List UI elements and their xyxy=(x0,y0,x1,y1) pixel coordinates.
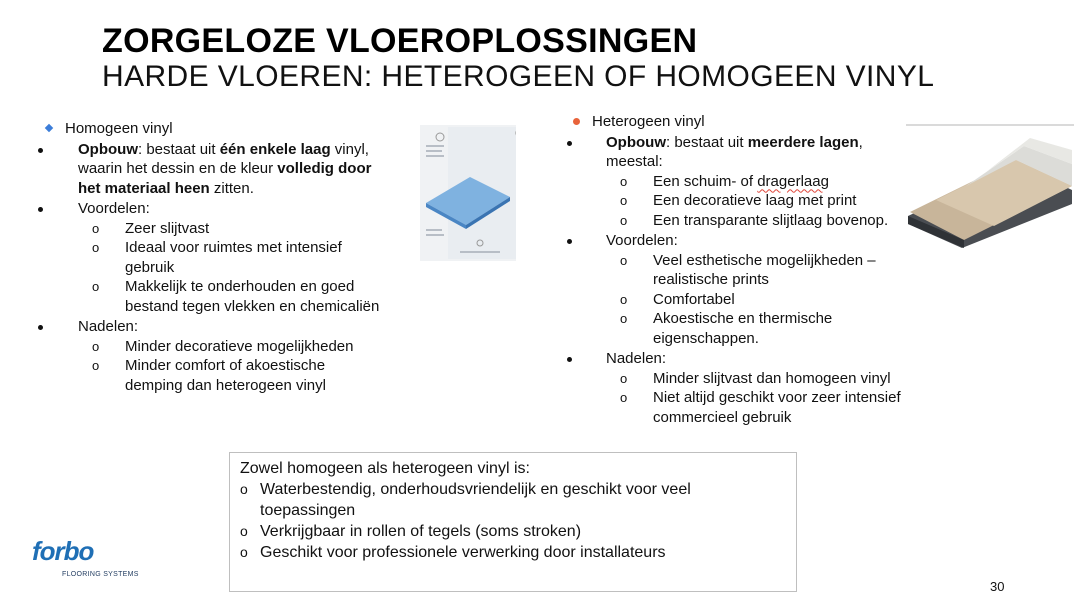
homogeneous-section xyxy=(44,119,414,395)
heterogeneous-section xyxy=(570,112,920,427)
circle-bullet-icon: o xyxy=(240,481,248,497)
circle-bullet-icon: o xyxy=(240,544,248,560)
heterogeneous-heading: Heterogeen vinyl xyxy=(570,112,920,132)
list-item: o Veel esthetische mogelijkheden – xyxy=(620,251,876,269)
homogeneous-vinyl-product-image xyxy=(420,125,516,261)
summary-heading: Zowel homogeen als heterogeen vinyl is: xyxy=(240,460,530,477)
heterogeneous-vinyl-layers-image xyxy=(906,124,1074,248)
list-item: o Minder comfort of akoestische xyxy=(92,357,326,374)
list-item: o Een transparante slijtlaag bovenop. xyxy=(620,211,889,229)
orange-bullet-icon xyxy=(573,118,580,125)
circle-bullet-icon: o xyxy=(620,193,628,208)
opbouw-text-line: meestal: xyxy=(606,153,663,170)
summary-item: o Verkrijgbaar in rollen of tegels (soms stroken) xyxy=(240,523,582,540)
list-item-continuation: gebruik xyxy=(125,258,175,276)
nadelen-item: Nadelen: xyxy=(570,349,920,369)
list-item: o Minder slijtvast dan homogeen vinyl xyxy=(620,369,891,387)
blue-diamond-bullet-icon xyxy=(45,124,53,132)
summary-item: o Geschikt voor professionele verwerking door installateurs xyxy=(240,544,666,561)
circle-bullet-icon: o xyxy=(620,311,628,326)
circle-bullet-icon: o xyxy=(92,338,100,354)
circle-bullet-icon: o xyxy=(620,291,628,307)
nadelen-item: Nadelen: xyxy=(44,317,414,337)
circle-bullet-icon: o xyxy=(92,220,100,236)
list-item-continuation: commercieel gebruik xyxy=(653,408,792,426)
voordelen-item: Voordelen: xyxy=(44,199,414,219)
circle-bullet-icon: o xyxy=(620,173,628,189)
list-item: o Akoestische en thermische xyxy=(620,310,833,327)
circle-bullet-icon: o xyxy=(620,370,628,386)
list-item-continuation: realistische prints xyxy=(653,271,769,288)
list-item: o Comfortabel xyxy=(620,290,735,308)
page-subtitle: HARDE VLOEREN: HETEROGEEN OF HOMOGEEN VINYL xyxy=(102,60,935,93)
bullet-icon xyxy=(38,148,43,153)
circle-bullet-icon: o xyxy=(620,212,628,228)
circle-bullet-icon: o xyxy=(92,358,100,373)
circle-bullet-icon: o xyxy=(92,279,100,294)
summary-box xyxy=(229,452,797,592)
bullet-icon xyxy=(38,207,43,212)
circle-bullet-icon: o xyxy=(92,240,100,255)
list-item: o Makkelijk te onderhouden en goed xyxy=(92,278,355,295)
list-item: o Minder decoratieve mogelijkheden xyxy=(92,337,354,355)
list-item: o Een decoratieve laag met print xyxy=(620,192,857,209)
list-item: o Niet altijd geschikt voor zeer intensief xyxy=(620,389,901,406)
forbo-logo: forbo xyxy=(32,536,94,566)
bullet-icon xyxy=(567,357,572,362)
voordelen-item: Voordelen: xyxy=(570,231,920,251)
opbouw-item: Opbouw: bestaat uit één enkele laag vinyl, xyxy=(44,140,414,160)
list-item-continuation: demping dan heterogeen vinyl xyxy=(125,376,326,394)
list-item: o Een schuim- of dragerlaag xyxy=(620,172,829,190)
circle-bullet-icon: o xyxy=(620,252,628,268)
page-title: ZORGELOZE VLOEROPLOSSINGEN xyxy=(102,22,698,60)
list-item: o Ideaal voor ruimtes met intensief xyxy=(92,239,342,256)
page-number: 30 xyxy=(990,579,1005,594)
list-item: o Zeer slijtvast xyxy=(92,219,210,237)
circle-bullet-icon: o xyxy=(240,523,248,539)
summary-item: o Waterbestendig, onderhoudsvriendelijk en geschikt voor veel xyxy=(240,481,691,498)
bullet-icon xyxy=(38,325,43,330)
list-item-continuation: bestand tegen vlekken en chemicaliën xyxy=(125,297,380,315)
homogeneous-heading: Homogeen vinyl xyxy=(44,119,414,139)
summary-item-continuation: toepassingen xyxy=(260,502,356,519)
opbouw-text-line: waarin het dessin en de kleur volledig door xyxy=(78,160,372,177)
bullet-icon xyxy=(567,141,572,146)
logo-tagline: FLOORING SYSTEMS xyxy=(62,571,139,578)
bullet-icon xyxy=(567,239,572,244)
opbouw-item: Opbouw: bestaat uit meerdere lagen, xyxy=(570,133,920,153)
list-item-continuation: eigenschappen. xyxy=(653,329,759,347)
opbouw-text-line: het materiaal heen zitten. xyxy=(78,179,254,197)
circle-bullet-icon: o xyxy=(620,390,628,405)
